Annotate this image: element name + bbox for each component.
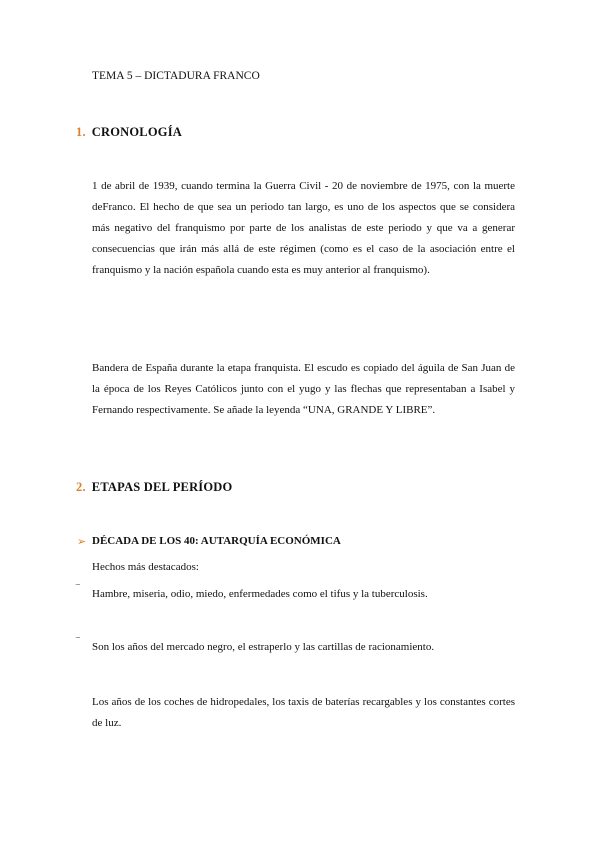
list-item: Son los años del mercado negro, el estraperlo y las cartillas de racionamiento. — [92, 641, 435, 653]
dash-bullet-icon: ‾ — [76, 584, 80, 596]
facts-label: Hechos más destacados: — [92, 561, 199, 573]
arrow-bullet-icon: ➢ — [77, 536, 87, 548]
paragraph-years: Los años de los coches de hidropedales, los taxis de baterías recargables y los constantes cortes de luz. — [92, 696, 515, 729]
subsection-title: DÉCADA DE LOS 40: AUTARQUÍA ECONÓMICA — [92, 535, 341, 547]
section-title: ETAPAS DEL PERÍODO — [91, 480, 233, 494]
section-number: 1. — [76, 125, 86, 139]
section-heading-etapas — [76, 480, 232, 495]
section-title: CRONOLOGÍA — [91, 125, 182, 139]
dash-bullet-icon: ‾ — [76, 637, 80, 649]
section-heading-cronologia — [76, 125, 182, 140]
paragraph-flag: Bandera de España durante la etapa franquista. El escudo es copiado del águila de San Juan de la época de los Reyes Católicos junto con el yugo y las flechas que representaban a Isabel y Fernando respectivamente. Se añade la leyenda “UNA, GRANDE Y LIBRE”. — [92, 362, 515, 416]
list-item: Hambre, miseria, odio, miedo, enfermedades como el tifus y la tuberculosis. — [92, 588, 428, 600]
paragraph-chronology: 1 de abril de 1939, cuando termina la Guerra Civil - 20 de noviembre de 1975, con la muerte deFranco. El hecho de que sea un periodo tan largo, es uno de los aspectos que se considera más negativo del franquismo por parte de los analistas de este periodo y que va a generar consecuencias que irán más allá de este régimen (como es el caso de la asociación entre el franquismo y la nación española cuando esta es muy anterior al franquismo). — [92, 180, 515, 276]
page-header: TEMA 5 – DICTADURA FRANCO — [92, 70, 260, 82]
section-number: 2. — [76, 480, 86, 494]
